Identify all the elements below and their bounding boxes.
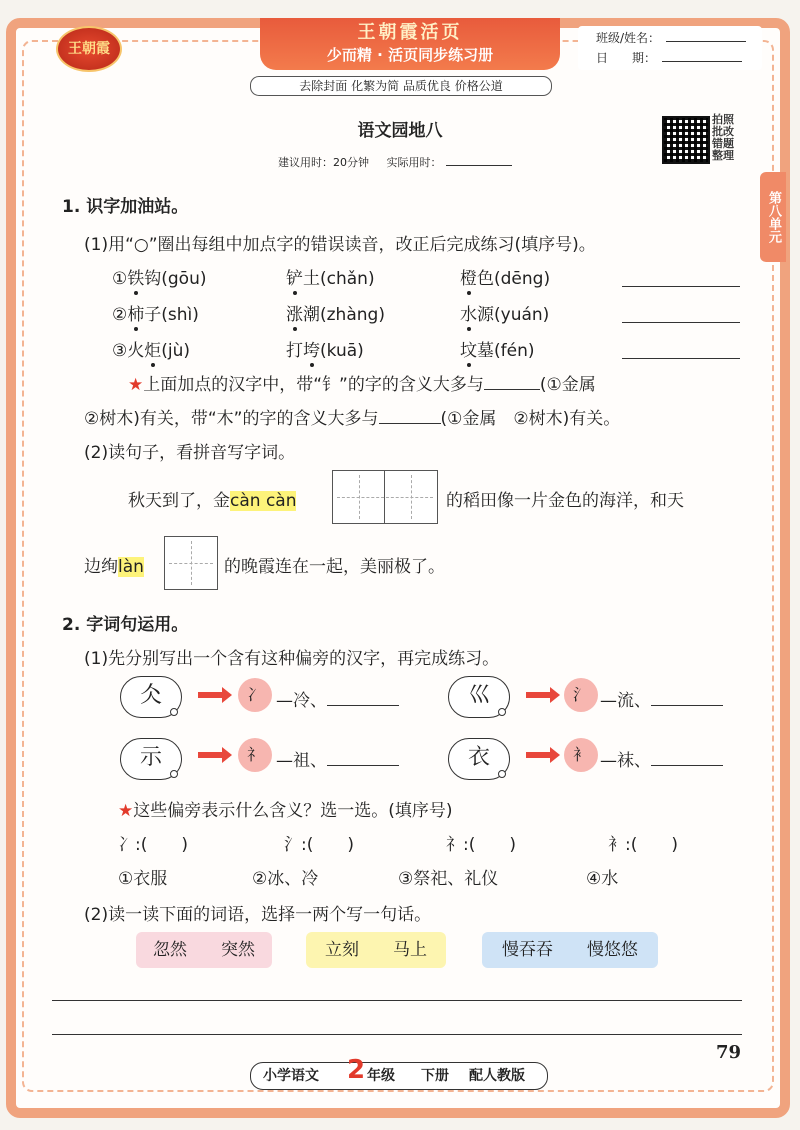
pinyin-item-1-3: 橙色(dēng): [460, 269, 551, 289]
footer-grade-word: 年级: [367, 1068, 395, 1084]
footer-subject: 小学语文: [263, 1068, 319, 1084]
class-name-label: 班级/姓名：: [596, 31, 661, 45]
fill-blank-metal[interactable]: [484, 375, 540, 390]
student-info-box: [578, 26, 762, 70]
pinyin-item-2-3: 水源(yuán): [460, 305, 550, 325]
star-question-1: ★上面加点的汉字中，带“钅”的字的含义大多与 (①金属: [128, 375, 596, 395]
radical-example-3: —祖、: [276, 746, 399, 771]
meaning-slot-yi[interactable]: 衤:( ): [608, 835, 678, 855]
radical-blank-4[interactable]: [651, 751, 723, 766]
brand-logo: 王朝霞: [56, 26, 122, 72]
cloud-dot: [498, 770, 506, 778]
sentence-2: 边绚làn: [84, 557, 144, 577]
option-4: ④水: [586, 869, 619, 889]
star-icon: ★: [128, 375, 144, 395]
sentence-1-end: 的稻田像一片金色的海洋，和天: [446, 491, 684, 511]
option-3: ③祭祀、礼仪: [398, 869, 499, 889]
pinyin-item-2-1: ②柿子(shì): [112, 305, 199, 325]
pinyin-item-1-1: ①铁钩(gōu): [112, 269, 207, 289]
section2-q2-instruction: (2)读一读下面的词语，选择一两个写一句话。: [84, 905, 432, 925]
arrow-icon: [526, 692, 552, 698]
footer-grade-number: 2: [347, 1055, 366, 1085]
star-question-2: ★这些偏旁表示什么含义？选一选。(填序号): [118, 801, 453, 821]
sentence-writing-line-1[interactable]: [52, 1000, 742, 1001]
cloud-ancient-shi: 示: [120, 738, 182, 780]
class-name-row: [596, 28, 746, 48]
qr-label: [712, 114, 742, 162]
section2-title: 2. 字词句运用。: [62, 615, 189, 635]
radical-yi: 衤: [564, 738, 598, 772]
section1-q2-instruction: (2)读句子，看拼音写字词。: [84, 443, 296, 463]
section1-q1-instruction: (1)用“○”圈出每组中加点字的错误读音，改正后完成练习(填序号)。: [84, 235, 596, 255]
pinyin-lan: làn: [118, 557, 144, 577]
meaning-slot-bing[interactable]: 冫:( ): [118, 835, 188, 855]
arrow-icon: [526, 752, 552, 758]
qr-label-2: 错题整理: [712, 137, 734, 162]
unit-tab: 第八单元: [760, 172, 786, 262]
actual-time-field[interactable]: [446, 155, 512, 166]
pinyin-item-3-2: 打垮(kuā): [286, 341, 364, 361]
arrow-icon: [198, 692, 224, 698]
suggested-time: 建议用时：20分钟: [278, 156, 369, 169]
footer-edition: 配人教版: [469, 1068, 525, 1084]
answer-line-1[interactable]: [622, 286, 740, 287]
sentence-writing-line-2[interactable]: [52, 1034, 742, 1035]
fill-blank-wood[interactable]: [379, 409, 441, 424]
brand-subtitle: 少而精 · 活页同步练习册: [326, 46, 494, 64]
writing-grid-1[interactable]: [164, 536, 218, 590]
pinyin-item-3-1: ③火炬(jù): [112, 341, 191, 361]
sentence-2-end: 的晚霞连在一起，美丽极了。: [224, 557, 445, 577]
brand-title: 王朝霞活页: [357, 22, 463, 43]
header-banner: [260, 18, 560, 70]
cloud-ancient-ice: 仌: [120, 676, 182, 718]
date-row: [596, 48, 742, 68]
slogan: 去除封面 化繁为简 品质优良 价格公道: [250, 76, 552, 96]
answer-line-3[interactable]: [622, 358, 740, 359]
word-group-suddenly: 忽然 突然: [136, 932, 272, 968]
meaning-slot-shi[interactable]: 礻:( ): [446, 835, 516, 855]
actual-time-label: 实际用时：: [386, 156, 442, 169]
qr-code[interactable]: [662, 116, 710, 164]
radical-bing: 冫: [238, 678, 272, 712]
footer-badge: [250, 1055, 548, 1090]
word-group-slowly: 慢吞吞 慢悠悠: [482, 932, 658, 968]
pinyin-canscan: càn càn: [230, 491, 297, 511]
page-title: 语文园地八: [357, 121, 443, 141]
timer-line: [278, 154, 512, 170]
cloud-ancient-yi: 衣: [448, 738, 510, 780]
footer-volume: 下册: [421, 1068, 449, 1084]
meaning-slot-shui[interactable]: 氵:( ): [284, 835, 354, 855]
radical-shi: 礻: [238, 738, 272, 772]
arrow-icon: [198, 752, 224, 758]
pinyin-item-3-3: 坟墓(fén): [460, 341, 535, 361]
cloud-dot: [170, 770, 178, 778]
cloud-ancient-water: 巛: [448, 676, 510, 718]
date-label: 日 期：: [596, 51, 657, 65]
option-1: ①衣服: [118, 869, 168, 889]
sentence-1: 秋天到了，金càn càn: [128, 491, 297, 511]
cloud-dot: [498, 708, 506, 716]
writing-grid-2[interactable]: [332, 470, 438, 524]
radical-shui: 氵: [564, 678, 598, 712]
radical-example-4: —袜、: [600, 746, 723, 771]
date-field[interactable]: [662, 49, 742, 62]
star-icon: ★: [118, 801, 134, 821]
radical-blank-2[interactable]: [651, 691, 723, 706]
section1-title: 1. 识字加油站。: [62, 197, 189, 217]
word-group-immediately: 立刻 马上: [306, 932, 446, 968]
section2-q1-instruction: (1)先分别写出一个含有这种偏旁的汉字，再完成练习。: [84, 649, 500, 669]
option-2: ②冰、冷: [252, 869, 319, 889]
radical-blank-1[interactable]: [327, 691, 399, 706]
pinyin-item-2-2: 涨潮(zhàng): [286, 305, 385, 325]
star-question-1-cont: ②树木)有关，带“木”的字的含义大多与 (①金属 ②树木)有关。: [84, 409, 621, 429]
class-name-field[interactable]: [666, 29, 746, 42]
answer-line-2[interactable]: [622, 322, 740, 323]
radical-blank-3[interactable]: [327, 751, 399, 766]
page-number: 79: [716, 1042, 742, 1063]
pinyin-item-1-2: 铲土(chǎn): [286, 269, 375, 289]
radical-example-2: —流、: [600, 686, 723, 711]
qr-label-1: 拍照批改: [712, 113, 734, 138]
radical-example-1: —冷、: [276, 686, 399, 711]
cloud-dot: [170, 708, 178, 716]
